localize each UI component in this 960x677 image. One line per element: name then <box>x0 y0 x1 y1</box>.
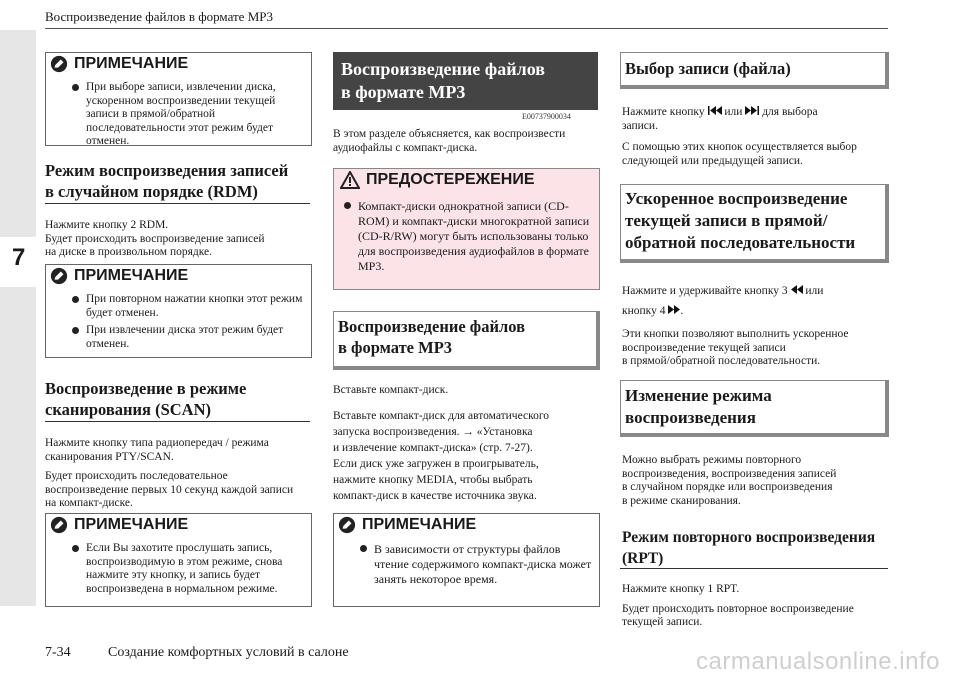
heading-line: Изменение режима <box>625 386 772 405</box>
text-line: в режиме сканирования. <box>622 494 741 507</box>
text-line: в прямой/обратной последовательности. <box>622 355 821 367</box>
text-line: записи. <box>622 119 658 132</box>
rpt-text <box>622 583 888 630</box>
heading-line: Режим повторного воспроизведения <box>622 529 876 546</box>
rpt-heading <box>622 527 888 569</box>
text-fragment: или <box>805 285 824 297</box>
pencil-icon <box>50 55 68 73</box>
note-title: ПРИМЕЧАНИЕ <box>362 516 477 533</box>
text-line: кнопку 4 . <box>622 305 684 317</box>
note-header <box>338 516 476 534</box>
text-line: воспроизведение текущей записи <box>622 341 786 354</box>
text-line: нажмите кнопку MEDIA, чтобы выбрать <box>333 474 533 486</box>
ff-text <box>622 283 886 320</box>
warning-triangle-icon <box>340 171 360 189</box>
chapter-title: Создание комфортных условий в салоне <box>108 645 349 660</box>
ff-text-2 <box>622 328 886 369</box>
pencil-icon <box>50 267 68 285</box>
note-header <box>50 267 188 285</box>
text-fragment: для выбора <box>762 106 818 118</box>
mode-text <box>622 454 886 508</box>
text-line: Нажмите кнопку 2 RDM. <box>45 219 169 231</box>
text-line: Вставьте компакт-диск для автоматического <box>333 410 550 422</box>
note-title: ПРИМЕЧАНИЕ <box>74 516 189 533</box>
text-line: запуска воспроизведения. → «Установка <box>333 426 533 438</box>
text-line: Будет происходить последовательное <box>45 470 228 482</box>
insert-text: Вставьте компакт-диск. <box>333 384 449 396</box>
heading-line: воспроизведения <box>625 408 756 427</box>
ff-heading-box <box>620 184 889 263</box>
rdm-heading <box>45 160 310 202</box>
select-text <box>622 106 886 168</box>
note-header <box>50 55 188 73</box>
text-fragment: или <box>724 106 743 118</box>
text-line: Нажмите кнопку типа радиопередач / режима <box>45 437 269 449</box>
side-strip <box>0 30 36 606</box>
main-title-line: в формате MP3 <box>341 82 466 102</box>
heading-line: Выбор записи (файла) <box>625 59 791 78</box>
warning-box <box>333 168 600 290</box>
heading-line: Воспроизведение в режиме <box>45 379 247 398</box>
note-box-4 <box>333 513 600 607</box>
play-instructions <box>333 408 603 504</box>
text-line: воспроизведения, воспроизведения записей <box>622 467 837 480</box>
heading-line: (RPT) <box>622 550 664 567</box>
heading-line: сканирования (SCAN) <box>45 400 211 419</box>
note-box-2 <box>45 264 312 358</box>
note-box-3 <box>45 513 312 607</box>
text-fragment: Нажмите и удерживайте кнопку 3 <box>622 285 788 297</box>
note-item: В зависимости от структуры файлов чтение содержимого компакт-диска может занять некоторое время. <box>360 542 593 587</box>
intro-text <box>333 128 603 155</box>
text-line: на компакт-диске. <box>45 497 133 509</box>
text-line: следующей или предыдущей записи. <box>622 154 803 167</box>
pencil-icon <box>338 516 356 534</box>
text-line: Если диск уже загружен в проигрыватель, <box>333 458 539 470</box>
text-line <box>622 106 886 120</box>
rewind-icon <box>791 285 803 294</box>
text-line: сканирования PTY/SCAN. <box>45 450 174 463</box>
warning-item: Компакт-диски однократной записи (CD-ROM) и компакт-диски многократной записи (CD-R/RW) могут быть использованы только для воспроизведения аудиофайлов в формате MP3. <box>344 199 593 274</box>
next-track-icon <box>745 106 759 115</box>
select-heading-box <box>620 52 889 89</box>
text-line: в случайном порядке или воспроизведения <box>622 481 833 493</box>
note-item: При повторном нажатии кнопки этот режим будет отменен. <box>72 293 305 320</box>
header-rule <box>45 28 888 29</box>
text-line <box>622 283 886 300</box>
text-line: воспроизведение первых 10 секунд каждой записи <box>45 483 294 496</box>
heading-rule <box>45 203 310 204</box>
note-item: При выборе записи, извлечении диска, ускоренном воспроизведении текущей записи в прямой/обратной последовательности этот режим будет отменен. <box>72 81 305 149</box>
scan-heading <box>45 378 310 420</box>
text-line: и извлечение компакт-диска» (стр. 7-27). <box>333 442 533 454</box>
heading-line: текущей записи в прямой/ <box>625 211 828 230</box>
rdm-text <box>45 219 310 260</box>
heading-line: Воспроизведение файлов <box>338 317 525 336</box>
main-title-box <box>333 52 598 110</box>
section-code: E00737900034 <box>522 112 571 121</box>
text-line: Будет происходить воспроизведение записей <box>45 232 265 245</box>
heading-line: Режим воспроизведения записей <box>45 161 289 180</box>
page-number: 7-34 <box>45 645 71 660</box>
heading-line: в случайном порядке (RDM) <box>45 182 258 201</box>
text-line: компакт-диск в качестве источника звука. <box>333 490 537 502</box>
note-header <box>50 516 188 534</box>
page-header-title: Воспроизведение файлов в формате MP3 <box>45 9 273 24</box>
text-fragment: Нажмите кнопку <box>622 106 705 118</box>
text-line: Будет происходить повторное воспроизведение <box>622 602 854 615</box>
text-line: текущей записи. <box>622 616 703 628</box>
note-item: Если Вы захотите прослушать запись, воспроизводимую в этом режиме, снова нажмите эту кнопку, и запись будет воспроизведена в нормальном режиме. <box>72 542 305 596</box>
text-fragment: кнопку 4 <box>622 305 666 317</box>
fast-forward-icon <box>668 305 680 314</box>
heading-line: обратной последовательности <box>625 233 856 252</box>
site-watermark: carmanualsonline.info <box>696 648 940 675</box>
pencil-icon <box>50 516 68 534</box>
scan-text <box>45 437 310 511</box>
heading-rule <box>620 568 888 569</box>
warning-header <box>340 171 535 189</box>
prev-track-icon <box>708 106 722 115</box>
play-heading-box <box>333 311 600 370</box>
text-line: Нажмите кнопку 1 RPT. <box>622 583 740 595</box>
text-line: В этом разделе объясняется, как воспроизвести <box>333 128 566 140</box>
heading-line: Ускоренное воспроизведение <box>625 189 848 208</box>
text-line: на диске в произвольном порядке. <box>45 246 213 258</box>
heading-rule <box>45 421 310 422</box>
note-box-1 <box>45 52 312 146</box>
text-line: аудиофайлы с компакт-диска. <box>333 141 478 154</box>
text-line: Можно выбрать режимы повторного <box>622 454 802 466</box>
text-line: Эти кнопки позволяют выполнить ускоренное <box>622 328 849 340</box>
text-line: С помощью этих кнопок осуществляется выбор <box>622 141 857 153</box>
note-title: ПРИМЕЧАНИЕ <box>74 267 189 284</box>
warning-title: ПРЕДОСТЕРЕЖЕНИЕ <box>366 171 535 188</box>
chapter-tab-number: 7 <box>12 244 26 271</box>
heading-line: в формате MP3 <box>338 338 453 357</box>
note-item: При извлечении диска этот режим будет отменен. <box>72 324 305 351</box>
mode-heading-box <box>620 380 889 437</box>
note-title: ПРИМЕЧАНИЕ <box>74 55 189 72</box>
main-title-line: Воспроизведение файлов <box>341 59 545 79</box>
